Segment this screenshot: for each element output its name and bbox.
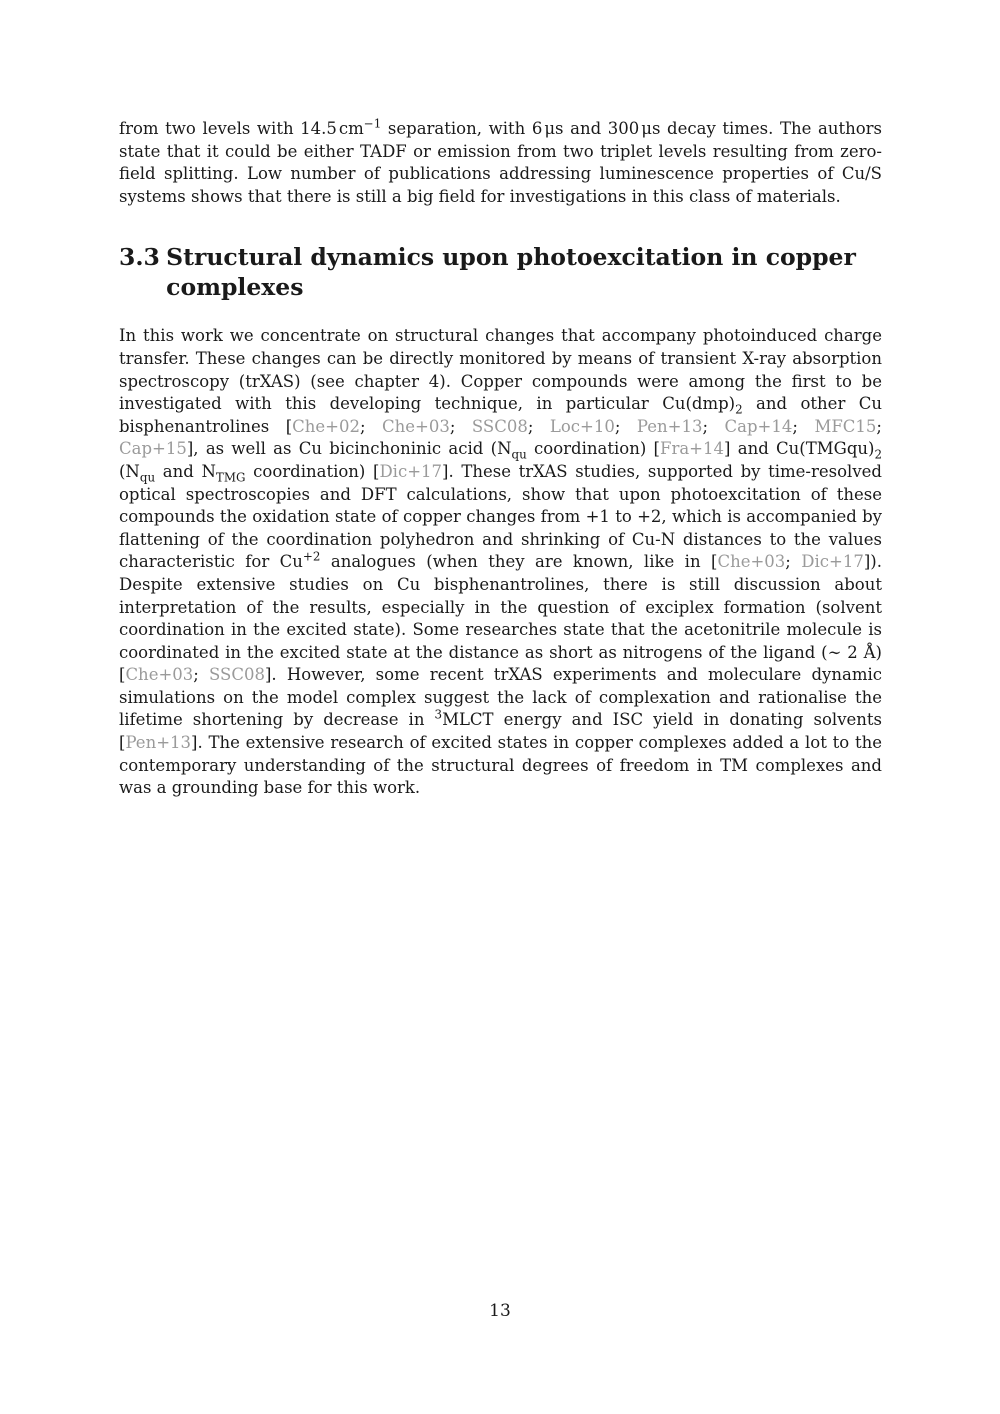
citation-separator: ; <box>193 665 210 685</box>
text-run: and N <box>155 461 216 481</box>
subscript: 2 <box>874 447 883 462</box>
text-run: coordination) [ <box>526 439 660 459</box>
text-run: In this work we concentrate on structural changes that accompany photoinduced charge transfer. These changes can be directly monitored by means of transient X-ray absorption spectroscopy (trXAS) (see chapter 4). Copper compounds were among the first to be investigated with this developing technique, in particular Cu(dmp) <box>119 326 882 414</box>
citation-link[interactable]: Che+03 <box>717 552 786 572</box>
citation-separator: ; <box>785 552 802 572</box>
citation-separator: ; <box>359 416 383 436</box>
text-run: coordination) [ <box>245 461 380 481</box>
text-run: MLCT energy and ISC yield in donating solvents [ <box>119 710 883 753</box>
citation-link[interactable]: Pen+13 <box>636 416 703 436</box>
citation-link[interactable]: Che+02 <box>292 416 360 436</box>
citation-link[interactable]: SSC08 <box>471 416 528 436</box>
citation-separator: ; <box>876 416 882 436</box>
text-run: analogues (when they are known, like in [ <box>320 552 718 572</box>
page-body <box>119 118 882 800</box>
unit-microsecond: μs <box>641 119 661 138</box>
citation-link[interactable]: Fra+14 <box>660 439 724 459</box>
superscript: 3 <box>434 707 443 722</box>
section-heading <box>119 242 882 302</box>
text-run: ]. However, some recent trXAS experiments and moleculare dynamic simulations on the model complex suggest the lack of complexation and rationalise the lifetime shortening by decrease in <box>119 665 882 730</box>
citation-link[interactable]: Che+03 <box>382 416 450 436</box>
unit-cm: cm <box>338 119 364 138</box>
subscript: qu <box>511 447 527 462</box>
paragraph-continued <box>119 118 882 208</box>
citation-link[interactable]: MFC15 <box>814 416 877 436</box>
text-run: ], as well as Cu bicinchoninic acid (N <box>186 439 512 459</box>
subscript: TMG <box>215 470 246 485</box>
text-run: ]). Despite extensive studies on Cu bisphenantrolines, there is still discussion about interpretation of the results, especially in the question of exciplex formation (solvent coordination in the excited state). Some researches state that the acetonitrile molecule is coordinated in the excited state at the distance as short as nitrogens of the ligand (∼ 2 Å) [ <box>119 552 882 685</box>
subscript: qu <box>139 470 156 485</box>
paragraph-main <box>119 325 882 799</box>
citation-separator: ; <box>614 416 637 436</box>
text-run: ]. The extensive research of excited states in copper complexes added a lot to the contemporary understanding of the structural degrees of freedom in TM complexes and was a grounding base for this work. <box>119 733 882 798</box>
superscript: +2 <box>302 549 321 564</box>
text-run: from two levels with 14.5 <box>119 119 337 138</box>
citation-separator: ; <box>449 416 472 436</box>
citation-separator: ; <box>527 416 550 436</box>
text-run: and other Cu bisphenantrolines [ <box>119 394 882 436</box>
text-run: (N <box>119 461 140 481</box>
section-number: 3.3 <box>119 243 160 272</box>
subscript: 2 <box>735 402 743 417</box>
text-run: ] and Cu(TMGqu) <box>724 439 875 459</box>
text-run: separation, with 6 <box>381 119 543 138</box>
text-run: and 300 <box>563 119 640 138</box>
citation-link[interactable]: Che+03 <box>125 665 194 685</box>
citation-link[interactable]: SSC08 <box>209 665 265 685</box>
text-run: decay times. The authors state that it could be either TADF or emission from two triplet levels resulting from zero-field splitting. Low number of publications addressing luminescence properties of Cu/S systems shows that there is still a big field for investigations in this class of materials. <box>119 119 882 206</box>
citation-link[interactable]: Cap+14 <box>724 416 793 436</box>
text-run: ]. These trXAS studies, supported by time-resolved optical spectroscopies and DFT calculations, show that upon photoexcitation of these compounds the oxidation state of copper changes from +1 to +2, which is accompanied by flattening of the coordination polyhedron and shrinking of Cu-N distances to the values characteristic for Cu <box>119 461 882 572</box>
page-number: 13 <box>489 1301 511 1321</box>
exponent-minus-one: −1 <box>363 116 382 131</box>
unit-microsecond: μs <box>544 119 564 138</box>
citation-link[interactable]: Dic+17 <box>379 461 443 481</box>
citation-link[interactable]: Cap+15 <box>119 439 187 459</box>
section-title: Structural dynamics upon photoexcitation in copper complexes <box>166 243 856 302</box>
citation-link[interactable]: Pen+13 <box>125 733 192 753</box>
citation-separator: ; <box>702 416 725 436</box>
citation-separator: ; <box>792 416 815 436</box>
citation-link[interactable]: Loc+10 <box>549 416 615 436</box>
citation-link[interactable]: Dic+17 <box>801 552 864 572</box>
